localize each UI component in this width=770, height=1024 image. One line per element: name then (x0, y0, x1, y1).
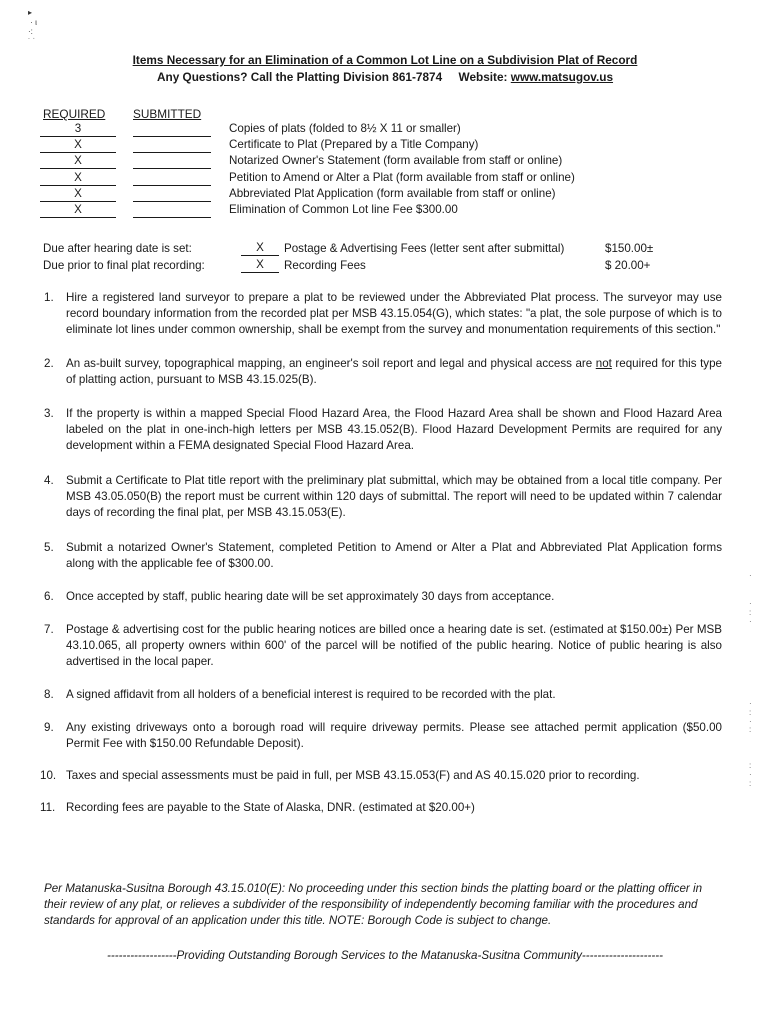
submitted-blank (133, 187, 211, 202)
required-mark: X (40, 187, 116, 202)
submitted-column-header: SUBMITTED (133, 107, 202, 121)
code-note: Per Matanuska-Susitna Borough 43.15.010(E): No proceeding under this section binds the platting board or the platting officer in their review of any plat, or relieves a subdivider of the responsibility of independently becoming familiar with the procedures and standards for approval of an application under this title. NOTE: Borough Code is subject to change. (44, 882, 703, 928)
item-text: Submit a notarized Owner's Statement, completed Petition to Amend or Alter a Plat and Abbreviated Plat Application forms along with the applicable fee of $300.00. (66, 540, 722, 570)
required-mark: X (40, 154, 116, 169)
item-number: 1. (44, 291, 54, 304)
checklist-row (40, 203, 740, 219)
item-number: 7. (44, 622, 54, 636)
checklist-row (40, 187, 740, 203)
item-number: 2. (44, 356, 54, 370)
list-item (40, 720, 722, 752)
fee-row (43, 241, 733, 258)
list-item (40, 473, 722, 521)
item-text: Taxes and special assessments must be paid in full, per MSB 43.15.053(F) and AS 40.15.020 prior to recording. (66, 768, 640, 782)
item-text-pre: An as-built survey, topographical mapping, an engineer's soil report and legal and physical access are (66, 356, 596, 370)
item-number: 6. (44, 589, 54, 603)
item-text-post: required for this type of platting action, pursuant to MSB 43.15.025(B). (66, 356, 722, 386)
submitted-blank (133, 154, 211, 169)
item-number: 10. (40, 768, 57, 782)
requirements-checklist (40, 122, 740, 219)
requirement-text: Petition to Amend or Alter a Plat (form available from staff or online) (229, 170, 575, 184)
required-mark: X (40, 138, 116, 153)
requirement-text: Copies of plats (folded to 8½ X 11 or smaller) (229, 122, 461, 135)
item-number: 4. (44, 473, 54, 487)
contact-line (0, 69, 770, 86)
website-label: Website: (458, 70, 508, 85)
fee-due-label: Due prior to final plat recording: (43, 259, 205, 272)
footer-tagline: ------------------Providing Outstanding Borough Services to the Matanuska-Susitna Community--------------------- (107, 949, 663, 962)
item-number: 3. (44, 406, 54, 420)
website-link[interactable]: www.matsugov.us (510, 70, 614, 85)
list-item (40, 589, 722, 605)
required-mark: X (40, 171, 116, 186)
document-header (0, 52, 770, 86)
document-title: Items Necessary for an Elimination of a Common Lot Line on a Subdivision Plat of Record (132, 53, 638, 67)
scan-edge-mark: · : · (749, 599, 752, 626)
fee-description: Recording Fees (284, 259, 366, 272)
fees-section (43, 241, 733, 275)
item-text: A signed affidavit from all holders of a beneficial interest is required to be recorded with the plat. (66, 687, 556, 701)
item-number: 11. (40, 800, 56, 814)
checklist-row (40, 138, 740, 154)
item-number: 9. (44, 720, 54, 734)
list-item (40, 687, 722, 703)
checklist-row (40, 154, 740, 170)
required-column-header: REQUIRED (43, 107, 106, 121)
list-item (40, 800, 722, 816)
questions-text: Any Questions? Call the Platting Division 861-7874 (156, 70, 443, 85)
checklist-row (40, 122, 740, 138)
item-text: Hire a registered land surveyor to prepare a plat to be reviewed under the Abbreviated Plat process. The surveyor may use record boundary information from the recorded plat per MSB 43.15.054(G), which states: "a plat, the sole purpose of which is to eliminate lot lines under common ownership, shall be exempt from the survey and monumentation requirements of this section." (66, 291, 722, 336)
requirement-text: Notarized Owner's Statement (form available from staff or online) (229, 154, 563, 168)
item-text: Submit a Certificate to Plat title report with the preliminary plat submittal, which may be obtained from a local title company. Per MSB 43.05.050(B) the report must be current within 120 days of submittal. The report will need to be updated within 7 calendar days of recording the final plat, per MSB 43.15.053(E). (66, 473, 722, 519)
requirement-text: Elimination of Common Lot line Fee $300.00 (229, 202, 458, 216)
list-item (40, 768, 722, 784)
submitted-blank (133, 138, 211, 153)
emphasis-not: not (595, 356, 612, 370)
item-text: Recording fees are payable to the State of Alaska, DNR. (estimated at $20.00+) (66, 800, 475, 814)
submitted-blank (133, 122, 211, 137)
list-item (40, 406, 722, 454)
scan-edge-mark: · (749, 571, 752, 580)
scan-edge-mark: : · : (749, 761, 752, 788)
item-number: 8. (44, 687, 54, 701)
requirement-text: Certificate to Plat (Prepared by a Title Company) (229, 138, 479, 152)
checklist-row (40, 171, 740, 187)
item-text: Any existing driveways onto a borough road will require driveway permits. Please see attached permit application ($50.00 Permit Fee with $150.00 Refundable Deposit). (66, 720, 722, 750)
list-item (40, 622, 722, 670)
fee-amount: $150.00± (605, 242, 654, 255)
submitted-blank (133, 203, 211, 218)
requirement-text: Abbreviated Plat Application (form available from staff or online) (229, 186, 556, 200)
required-mark: X (40, 203, 116, 218)
fee-description: Postage & Advertising Fees (letter sent after submittal) (284, 242, 565, 255)
list-item (40, 356, 722, 388)
fee-amount: $ 20.00+ (605, 259, 651, 272)
item-text: Postage & advertising cost for the public hearing notices are billed once a hearing date is set. (estimated at $150.00±) Per MSB 43.10.065, all property owners within 600' of the parcel will be notified of the public hearing. Notice of public hearing is also advertised in the local paper. (66, 622, 722, 668)
list-item (40, 290, 722, 338)
instructions-list (40, 290, 722, 816)
scan-specks: ▸ · ι ·: ˙ ˙ (28, 8, 37, 46)
item-text: Once accepted by staff, public hearing date will be set approximately 30 days from acceptance. (66, 589, 555, 603)
fee-due-label: Due after hearing date is set: (43, 242, 192, 255)
item-text: If the property is within a mapped Special Flood Hazard Area, the Flood Hazard Area shall be shown and Flood Hazard Area labeled on the plat in one-inch-high letters per MSB 43.15.052(B). Flood Hazard Development Permits are required for any development within a FEMA designated Special Flood Hazard Area. (66, 406, 722, 452)
fee-mark: X (241, 258, 279, 273)
fee-row (43, 258, 733, 275)
list-item (40, 540, 722, 572)
scan-edge-mark: · : · : (749, 699, 752, 735)
submitted-blank (133, 171, 211, 186)
required-mark: 3 (40, 122, 116, 137)
item-number: 5. (44, 540, 54, 554)
fee-mark: X (241, 241, 279, 256)
